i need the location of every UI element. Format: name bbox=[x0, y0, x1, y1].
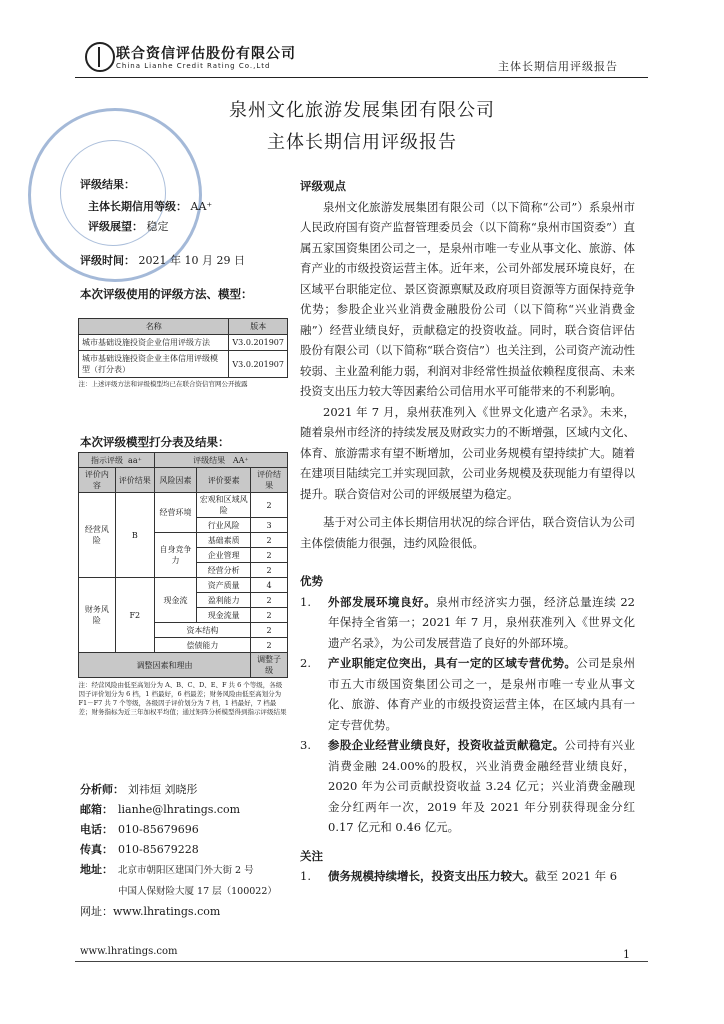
report-type-header: 主体长期信用评级报告 bbox=[498, 60, 618, 73]
item-text: 公司是泉州市五大市级国资集团公司之一，是泉州市唯一专业从事文化、旅游、体育产业的市级投资运营主体，在区域内具有一定专营优势。 bbox=[328, 656, 635, 732]
indicative-label: 指示评级 bbox=[90, 455, 123, 465]
factor-item: 行业风险 bbox=[197, 518, 251, 533]
risk-factor: 偿债能力 bbox=[154, 638, 250, 653]
methods-note: 注：上述评级方法和评级模型均已在联合资信官网公开披露 bbox=[78, 380, 248, 388]
item-text: 截至 2021 年 6 bbox=[535, 869, 618, 883]
adjust-value-label: 调整子级 bbox=[251, 653, 288, 678]
viewpoint-title: 评级观点 bbox=[300, 179, 346, 193]
item-number: 1. bbox=[300, 594, 311, 609]
company-logo-icon bbox=[85, 42, 115, 72]
risk-factor: 经营环境 bbox=[154, 493, 197, 533]
long-term-rating-value: AA⁺ bbox=[190, 200, 213, 213]
item-text: 泉州市经济实力强，经济总量连续 22 年保持全省第一；2021 年 7 月，泉州获准列入《世界文化遗产名录》，为公司发展营造了良好的外部环境。 bbox=[328, 594, 635, 650]
viewpoint-paragraph: 基于对公司主体长期信用状况的综合评估，联合资信认为公司主体偿债能力很强，违约风险很低。 bbox=[300, 515, 635, 550]
col-header: 评价结果 bbox=[115, 468, 154, 493]
outlook-label: 评级展望： bbox=[88, 220, 143, 233]
analyst-value: 刘祎烜 刘晓彤 bbox=[128, 783, 198, 796]
analyst-label: 分析师： bbox=[80, 783, 124, 796]
long-term-rating-label: 主体长期信用等级： bbox=[88, 200, 187, 213]
item-headline: 产业职能定位突出，具有一定的区域专营优势。 bbox=[328, 656, 577, 670]
factor-score: 2 bbox=[251, 638, 288, 653]
email-label: 邮箱： bbox=[80, 803, 113, 816]
strength-item bbox=[300, 653, 635, 735]
methods-table bbox=[78, 318, 288, 391]
result-label: 评级结果 bbox=[193, 455, 226, 465]
methods-title: 本次评级使用的评级方法、模型： bbox=[80, 287, 253, 301]
page-title: 泉州文化旅游发展集团有限公司 bbox=[229, 100, 495, 121]
rating-summary bbox=[80, 176, 280, 302]
factor-score: 2 bbox=[251, 623, 288, 638]
phone-value: 010-85679696 bbox=[118, 823, 199, 836]
concern-item bbox=[300, 866, 635, 887]
factor-score: 2 bbox=[251, 563, 288, 578]
adjust-factor-label: 调整因素和理由 bbox=[79, 653, 251, 678]
group-content: 财务风险 bbox=[79, 578, 116, 653]
contact-info bbox=[80, 780, 277, 922]
address-label: 地址： bbox=[80, 863, 113, 876]
factor-item: 企业管理 bbox=[197, 548, 251, 563]
factor-score: 2 bbox=[251, 493, 288, 518]
factor-score: 4 bbox=[251, 578, 288, 593]
footer-divider bbox=[75, 961, 648, 962]
risk-factor: 自身竞争力 bbox=[154, 533, 197, 578]
fax-label: 传真： bbox=[80, 843, 113, 856]
website-value[interactable]: 网址：www.lhratings.com bbox=[80, 905, 221, 918]
result-value: AA⁺ bbox=[232, 455, 249, 465]
col-header: 评价结果 bbox=[251, 468, 288, 493]
scorecard-table bbox=[78, 452, 288, 720]
method-name: 城市基础设施投资企业主体信用评级模型（打分表） bbox=[79, 351, 229, 378]
indicative-rating-cell bbox=[79, 453, 155, 468]
page-number: 1 bbox=[623, 948, 630, 961]
col-header: 评价要素 bbox=[197, 468, 251, 493]
outlook-value: 稳定 bbox=[146, 220, 169, 233]
factor-score: 2 bbox=[251, 608, 288, 623]
company-name-cn: 联合资信评估股份有限公司 bbox=[116, 46, 296, 62]
phone-label: 电话： bbox=[80, 823, 113, 836]
factor-item: 基础素质 bbox=[197, 533, 251, 548]
rating-section-label: 评级结果： bbox=[80, 178, 135, 191]
scorecard-note: 注：经营风险由低至高划分为 A、B、C、D、E、F 共 6 个等级，各级因子评价划分为 6 档，1 档最好，6 档最差；财务风险由低至高划分为 F1－F7 共 7 个等级，各级因子评价划分为 7 档，1 档最好，7 档最差；财务指标为近三年加权平均值；通过矩阵分析模型得到指示评级结果 bbox=[78, 681, 287, 716]
footer-website[interactable]: www.lhratings.com bbox=[80, 946, 178, 957]
concerns-title: 关注 bbox=[300, 848, 323, 863]
fax-value: 010-85679228 bbox=[118, 843, 199, 856]
factor-item: 现金流量 bbox=[197, 608, 251, 623]
item-text: 公司持有兴业消费金融 24.00%的股权，兴业消费金融经营业绩良好，2020 年为公司贡献投资收益 3.24 亿元；兴业消费金融现金分红两年一次，2019 年及 2021 年分别获得现金分红 0.17 亿元和 0.46 亿元。 bbox=[328, 738, 636, 834]
factor-item: 资产质量 bbox=[197, 578, 251, 593]
factor-score: 2 bbox=[251, 533, 288, 548]
item-number: 2. bbox=[300, 656, 311, 670]
col-header: 风险因素 bbox=[154, 468, 197, 493]
viewpoint-paragraph: 2021 年 7 月，泉州获准列入《世界文化遗产名录》。未来，随着泉州市经济的持续发展及财政实力的不断增强，区域内文化、体育、旅游需求有望不断增加，公司业务规模有望持续扩大。随着在建项目陆续完工并实现回款，公司业务规模及获现能力有望得以提升。联合资信对公司的评级展望为稳定。 bbox=[300, 404, 635, 501]
strength-item bbox=[300, 592, 635, 654]
factor-score: 2 bbox=[251, 593, 288, 608]
method-version: V3.0.201907 bbox=[229, 335, 288, 351]
rating-time-value: 2021 年 10 月 29 日 bbox=[138, 254, 245, 267]
methods-header-name: 名称 bbox=[79, 319, 229, 335]
item-headline: 参股企业经营业绩良好，投资收益贡献稳定。 bbox=[328, 738, 565, 752]
item-headline: 债务规模持续增长，投资支出压力较大。 bbox=[328, 869, 535, 883]
item-number: 3. bbox=[300, 738, 311, 752]
group-result: F2 bbox=[115, 578, 154, 653]
page-subtitle: 主体长期信用评级报告 bbox=[267, 132, 457, 153]
factor-score: 3 bbox=[251, 518, 288, 533]
item-number: 1. bbox=[300, 869, 311, 883]
factor-item: 宏观和区域风险 bbox=[197, 493, 251, 518]
strengths-title: 优势 bbox=[300, 574, 323, 588]
method-version: V3.0.201907 bbox=[229, 351, 288, 378]
rating-time-label: 评级时间： bbox=[80, 254, 135, 267]
address-line1: 北京市朝阳区建国门外大街 2 号 bbox=[118, 865, 254, 876]
col-header: 评价内容 bbox=[79, 468, 116, 493]
address-line2: 中国人保财险大厦 17 层（100022） bbox=[118, 886, 277, 897]
group-result: B bbox=[115, 493, 154, 578]
final-rating-cell bbox=[154, 453, 287, 468]
viewpoint-column bbox=[300, 176, 635, 887]
factor-item: 经营分析 bbox=[197, 563, 251, 578]
indicative-value: aa⁺ bbox=[128, 455, 142, 465]
email-value[interactable]: lianhe@lhratings.com bbox=[118, 803, 241, 816]
risk-factor: 资本结构 bbox=[154, 623, 250, 638]
header-divider bbox=[75, 77, 648, 78]
factor-score: 2 bbox=[251, 548, 288, 563]
group-content: 经营风险 bbox=[79, 493, 116, 578]
factor-item: 盈利能力 bbox=[197, 593, 251, 608]
method-name: 城市基础设施投资企业信用评级方法 bbox=[79, 335, 229, 351]
company-name-en: China Lianhe Credit Rating Co.,Ltd bbox=[116, 62, 271, 70]
strength-item bbox=[300, 735, 635, 838]
scorecard-title: 本次评级模型打分表及结果： bbox=[80, 435, 230, 449]
methods-header-version: 版本 bbox=[229, 319, 288, 335]
item-headline: 外部发展环境良好。 bbox=[328, 594, 437, 609]
risk-factor: 现金流 bbox=[154, 578, 197, 623]
viewpoint-paragraph: 泉州文化旅游发展集团有限公司（以下简称“公司”）系泉州市人民政府国有资产监督管理委员会（以下简称“泉州市国资委”）直属五家国资集团公司之一，是泉州市唯一专业从事文化、旅游、体育产业的市级投资运营主体。近年来，公司外部发展环境良好，在区域平台职能定位、景区资源禀赋及政府项目资源等方面保持竞争优势；参股企业兴业消费金融股份公司（以下简称“兴业消费金融”）经营业绩良好，贡献稳定的投资收益。同时，联合资信评估股份有限公司（以下简称“联合资信”）也关注到，公司资产流动性较弱、主业盈利能力弱，利润对非经常性损益依赖程度很高、未来投资支出压力较大等因素给公司信用水平可能带来的不利影响。 bbox=[300, 199, 635, 398]
